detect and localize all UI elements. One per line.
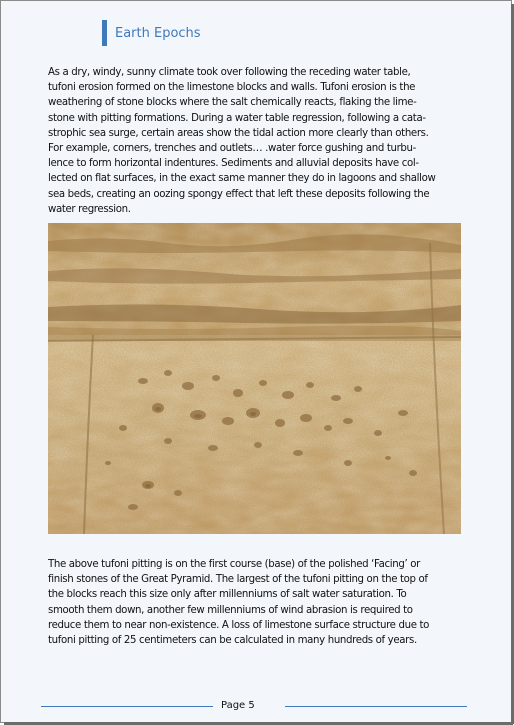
caption-paragraph <box>48 557 464 648</box>
paragraph-line: sea beds, creating an oozing spongy effect that left these deposits following the <box>48 188 430 200</box>
paragraph-line: tufoni erosion formed on the limestone blocks and walls. Tufoni erosion is the <box>48 82 416 94</box>
paragraph-line: lected on flat surfaces, in the exact same manner they do in lagoons and shallow <box>48 173 436 185</box>
paragraph-line: weathering of stone blocks where the salt chemically reacts, flaking the lime- <box>48 97 417 109</box>
page-number: Page 5 <box>221 700 255 711</box>
tufoni-pitting-photo <box>48 223 461 534</box>
section-title: Earth Epochs <box>115 25 201 41</box>
intro-paragraph <box>48 65 464 217</box>
paragraph-line: strophic sea surge, certain areas show the tidal action more clearly than others. <box>48 127 429 139</box>
paragraph-line: lence to form horizontal indentures. Sediments and alluvial deposits have col- <box>48 158 419 170</box>
paragraph-line: The above tufoni pitting is on the first course (base) of the polished ‘Facing’ or <box>48 559 420 570</box>
footer-rule-right <box>285 706 467 707</box>
section-heading <box>102 20 201 46</box>
paragraph-line: smooth them down, another few millenniums of wind abrasion is required to <box>48 604 413 616</box>
limestone-texture <box>48 223 461 534</box>
paragraph-line: stone with pitting formations. During a water table regression, following a cata- <box>48 112 426 124</box>
paragraph-line: reduce them to near non-existence. A loss of limestone surface structure due to <box>48 619 430 631</box>
paragraph-line: For example, corners, trenches and outlets… .water force gushing and turbu- <box>48 143 416 155</box>
paragraph-line: the blocks reach this size only after millenniums of salt water saturation. To <box>48 589 407 601</box>
paragraph-line: tufoni pitting of 25 centimeters can be calculated in many hundreds of years. <box>48 635 417 647</box>
paragraph-line: As a dry, windy, sunny climate took over following the receding water table, <box>48 67 411 78</box>
paragraph-line: finish stones of the Great Pyramid. The largest of the tufoni pitting on the top of <box>48 574 428 586</box>
footer-rule-left <box>41 706 213 707</box>
paragraph-line: water regression. <box>48 203 131 215</box>
